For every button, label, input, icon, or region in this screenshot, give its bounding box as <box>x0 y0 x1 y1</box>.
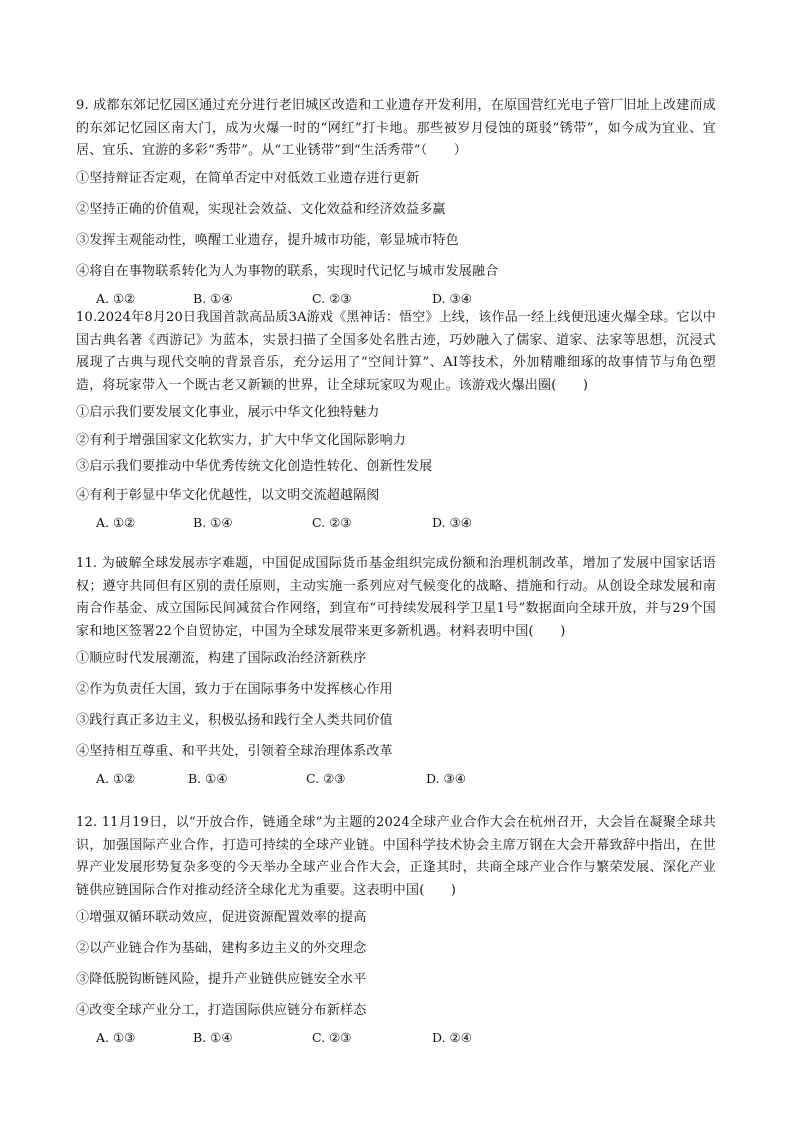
question-9-choice-d[interactable]: D. ③④ <box>432 290 472 306</box>
question-12-choice-c[interactable]: C. ②③ <box>312 1030 352 1045</box>
question-11-choice-b[interactable]: B. ①④ <box>188 771 228 786</box>
question-10-option-1: ①启示我们要发展文化事业，展示中华文化独特魅力 <box>76 405 380 420</box>
question-9-choice-b[interactable]: B. ①④ <box>193 290 233 306</box>
question-12-choice-a[interactable]: A. ①③ <box>96 1030 136 1045</box>
question-11-choice-c[interactable]: C. ②③ <box>306 771 346 786</box>
question-11 <box>76 553 716 793</box>
question-12-choice-d[interactable]: D. ②④ <box>432 1030 472 1045</box>
question-9-stem: 9. 成都东郊记忆园区通过充分进行老旧城区改造和工业遗存开发利用，在原国营红光电子管厂旧址上改建而成的东郊记忆园区南大门，成为火爆一时的“网红”打卡地。那些被岁月侵蚀的斑驳“锈带”，如今成为宜业、宜居、宜乐、宜游的多彩“秀带”。从“工业锈带”到“生活秀带”（ ） <box>76 98 716 158</box>
question-11-option-4: ④坚持相互尊重、和平共处，引领着全球治理体系改革 <box>76 744 393 759</box>
question-9-option-3: ③发挥主观能动性，唤醒工业遗存，提升城市功能，彰显城市特色 <box>76 232 459 248</box>
question-10-choice-d[interactable]: D. ③④ <box>432 515 472 530</box>
question-11-stem: 11. 为破解全球发展赤字难题，中国促成国际货币基金组织完成份额和治理机制改革，增加了发展中国家话语权；遵守共同但有区别的责任原则，主动实施一系列应对气候变化的战略、措施和行动。从创设全球发展和南南合作基金、成立国际民间减贫合作网络，到宣布“可持续发展科学卫星1号”数据面向全球开放，并与29个国家和地区签署22个自贸协定，中国为全球发展带来更多新机遇。材料表明中国( ) <box>76 556 716 639</box>
question-9-option-2: ②坚持正确的价值观，实现社会效益、文化效益和经济效益多赢 <box>76 201 446 217</box>
question-9-choice-c[interactable]: C. ②③ <box>312 290 352 306</box>
question-11-option-2: ②作为负责任大国，致力于在国际事务中发挥核心作用 <box>76 682 393 697</box>
question-12-choice-b[interactable]: B. ①④ <box>193 1030 233 1045</box>
question-11-choice-a[interactable]: A. ①② <box>96 771 136 786</box>
question-9-option-4: ④将自在事物联系转化为人为事物的联系，实现时代记忆与城市发展融合 <box>76 263 499 279</box>
question-12-stem: 12. 11月19日，以“开放合作，链通全球”为主题的2024全球产业合作大会在杭州召开，大会旨在凝聚全球共识，加强国际产业合作，打造可持续的全球产业链。中国科学技术协会主席万钢在大会开幕致辞中指出，在世界产业发展形势复杂多变的今天举办全球产业合作大会，正逢其时，共商全球产业合作与繁荣发展、深化产业链供应链国际合作对推动经济全球化尤为重要。这表明中国( ) <box>76 815 716 898</box>
question-10 <box>76 307 716 537</box>
question-11-option-1: ①顺应时代发展潮流，构建了国际政治经济新秩序 <box>76 651 367 666</box>
question-10-choice-a[interactable]: A. ①② <box>96 515 136 530</box>
question-10-option-2: ②有利于增强国家文化软实力，扩大中华文化国际影响力 <box>76 433 407 448</box>
question-10-choices <box>76 511 716 537</box>
question-10-option-3: ③启示我们要推动中华优秀传统文化创造性转化、创新性发展 <box>76 459 433 474</box>
question-12-option-4: ④改变全球产业分工，打造国际供应链分布新样态 <box>76 1003 367 1018</box>
question-11-choice-d[interactable]: D. ③④ <box>426 771 466 786</box>
question-12-option-3: ③降低脱钩断链风险，提升产业链供应链安全水平 <box>76 972 367 987</box>
question-9-choice-a[interactable]: A. ①② <box>96 290 136 306</box>
question-11-choices <box>76 767 716 793</box>
question-9 <box>76 95 716 313</box>
question-12-choices <box>76 1026 716 1052</box>
question-10-stem: 10.2024年8月20日我国首款高品质3A游戏《黑神话：悟空》上线，该作品一经上线便迅速火爆全球。它以中国古典名著《西游记》为蓝本，实景扫描了全国多处名胜古迹，巧妙融入了儒家、道家、法家等思想，沉浸式展现了古典与现代交响的背景音乐，充分运用了“空间计算”、AI等技术，外加精雕细琢的故事情节与角色塑造，将玩家带入一个既古老又新颖的世界，让全球玩家叹为观止。该游戏火爆出圈( ) <box>76 310 716 393</box>
question-11-option-3: ③践行真正多边主义，积极弘扬和践行全人类共同价值 <box>76 713 393 728</box>
question-9-option-1: ①坚持辩证否定观，在简单否定中对低效工业遗存进行更新 <box>76 170 420 186</box>
question-10-choice-c[interactable]: C. ②③ <box>312 515 352 530</box>
question-12 <box>76 812 716 1052</box>
question-12-option-2: ②以产业链合作为基础，建构多边主义的外交理念 <box>76 941 367 956</box>
question-10-option-4: ④有利于彰显中华文化优越性，以文明交流超越隔阂 <box>76 488 380 503</box>
question-10-choice-b[interactable]: B. ①④ <box>193 515 233 530</box>
question-12-option-1: ①增强双循环联动效应，促进资源配置效率的提高 <box>76 910 367 925</box>
